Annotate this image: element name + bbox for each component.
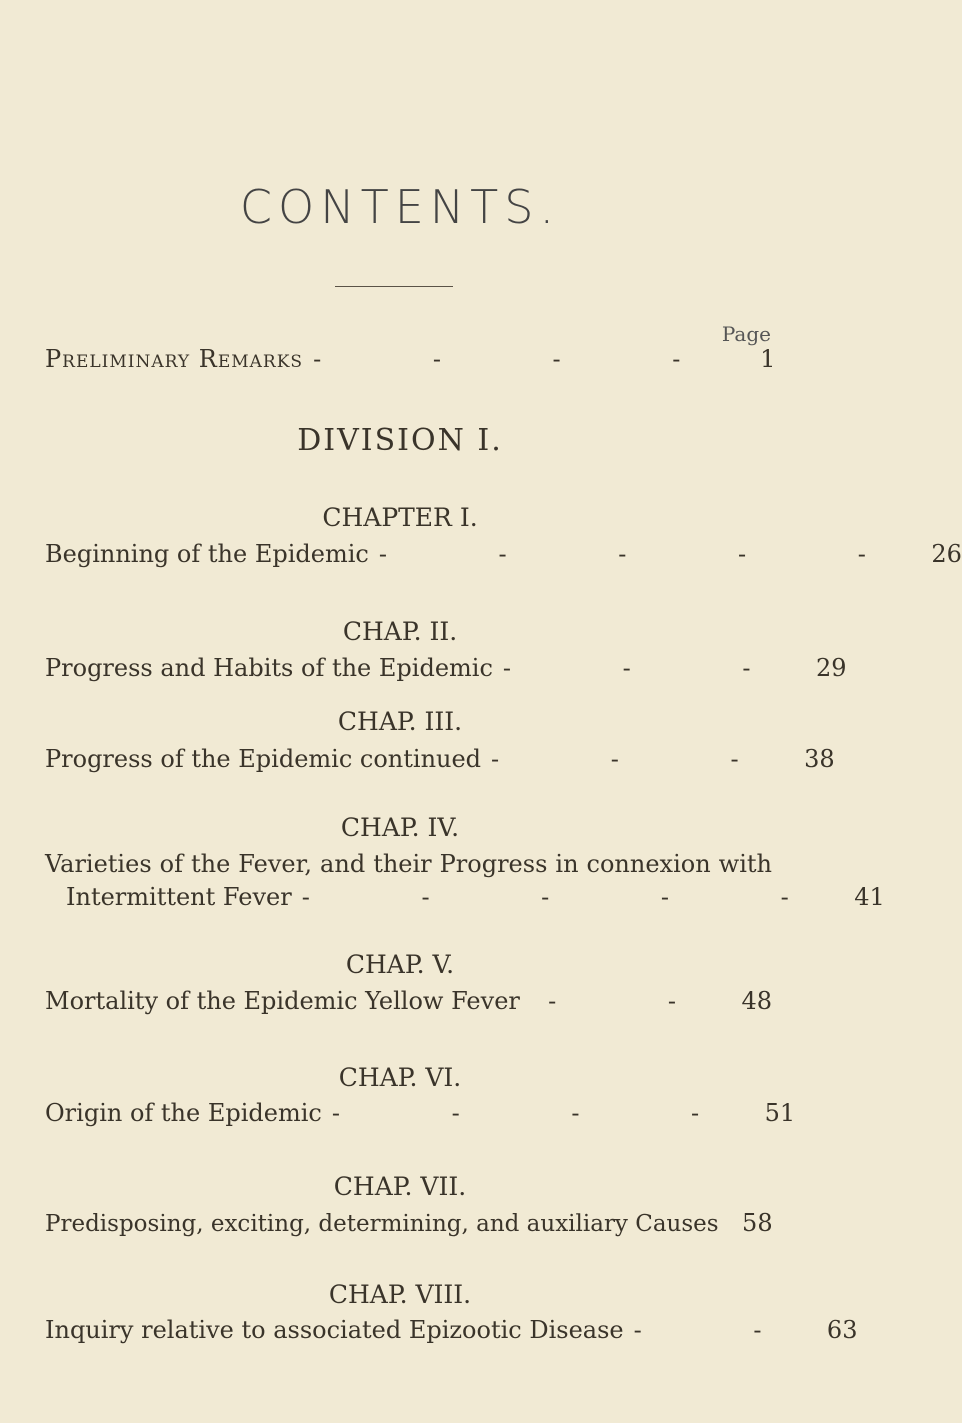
- entry-leaders: - - - - -: [378, 540, 918, 568]
- toc-entry: [45, 540, 962, 568]
- toc-entry: [66, 883, 885, 911]
- entry-leaders: - - - -: [331, 1099, 752, 1127]
- entry-page: 41: [854, 883, 885, 911]
- entry-leaders: - -: [548, 987, 728, 1015]
- entry-label: Progress of the Epidemic continued: [45, 745, 482, 773]
- chapter-heading: CHAP. VI.: [338, 1063, 462, 1092]
- entry-page: 51: [764, 1099, 796, 1127]
- entry-label: Inquiry relative to associated Epizootic Disease: [45, 1316, 624, 1344]
- entry-label: Intermittent Fever: [66, 883, 292, 911]
- entry-label: Beginning of the Epidemic: [45, 540, 369, 568]
- entry-leaders: - - -: [502, 654, 803, 682]
- chapter-heading: CHAP. VII.: [333, 1172, 467, 1201]
- toc-entry-preliminary: [45, 345, 777, 373]
- toc-entry: [45, 987, 772, 1015]
- toc-entry: [45, 1209, 772, 1237]
- chapter-heading: CHAP. V.: [345, 950, 455, 979]
- chapter-heading: CHAPTER I.: [322, 503, 478, 532]
- chapter-heading: CHAP. II.: [342, 617, 458, 646]
- toc-entry: [45, 745, 835, 773]
- entry-page: 58: [742, 1209, 773, 1237]
- title-rule: [335, 286, 453, 287]
- chapter-heading: CHAP. IV.: [340, 813, 460, 842]
- page-title: CONTENTS.: [239, 180, 561, 234]
- entry-page: 48: [741, 987, 772, 1015]
- division-heading: DIVISION I.: [297, 423, 503, 458]
- entry-leaders: - - - - -: [301, 883, 841, 911]
- entry-label: Preliminary Remarks: [45, 345, 304, 373]
- toc-entry: [45, 1316, 858, 1344]
- chapter-heading: CHAP. VIII.: [328, 1280, 472, 1309]
- entry-label: Mortality of the Epidemic Yellow Fever: [45, 987, 520, 1015]
- entry-leaders: - -: [633, 1316, 814, 1344]
- toc-entry: [45, 1099, 796, 1127]
- entry-leaders: - - - -: [313, 345, 733, 373]
- page-column-heading: Page: [721, 322, 771, 346]
- entry-label: Origin of the Epidemic: [45, 1099, 322, 1127]
- entry-leaders: - - -: [491, 745, 791, 773]
- entry-page: 63: [826, 1316, 858, 1344]
- entry-label: Progress and Habits of the Epidemic: [45, 654, 493, 682]
- entry-page: 1: [760, 345, 777, 373]
- entry-label: Predisposing, exciting, determining, and auxiliary Causes: [45, 1211, 719, 1237]
- entry-page: 26: [931, 540, 962, 568]
- entry-label-line1: Varieties of the Fever, and their Progress in connexion with: [45, 850, 772, 878]
- entry-page: 29: [815, 654, 847, 682]
- entry-page: 38: [804, 745, 835, 773]
- chapter-heading: CHAP. III.: [337, 707, 463, 736]
- toc-entry: [45, 654, 847, 682]
